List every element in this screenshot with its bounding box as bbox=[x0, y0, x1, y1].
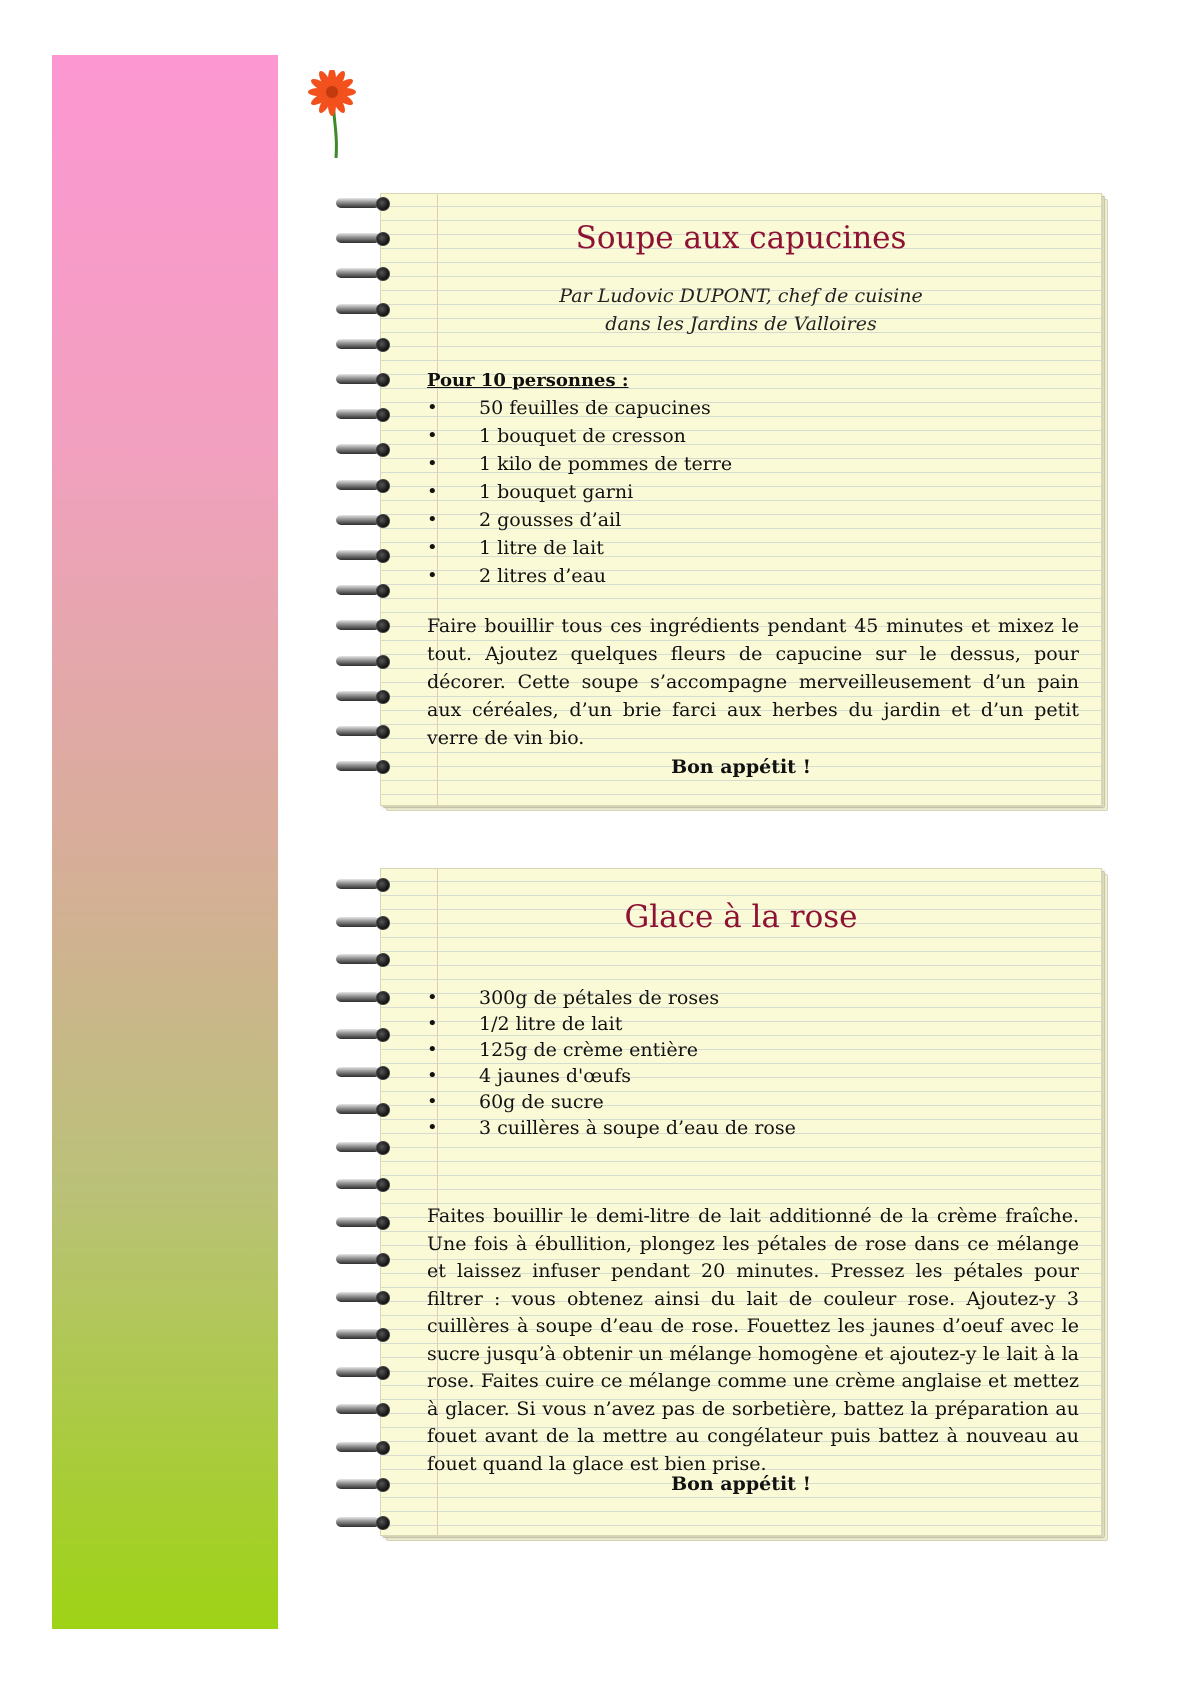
recipe-title: Glace à la rose bbox=[624, 899, 858, 935]
recipe-card-soupe bbox=[380, 193, 1102, 806]
author-line bbox=[381, 282, 1101, 338]
spiral-binding-icon bbox=[336, 654, 392, 668]
spiral-binding-icon bbox=[336, 407, 392, 421]
list-item: • 50 feuilles de capucines bbox=[427, 394, 732, 422]
spiral-binding-icon bbox=[336, 724, 392, 738]
spiral-binding-icon bbox=[336, 337, 392, 351]
spiral-binding-icon bbox=[336, 1215, 392, 1229]
list-item: • 1 litre de lait bbox=[427, 534, 732, 562]
closing-text: Bon appétit ! bbox=[671, 756, 811, 778]
spiral-binding-icon bbox=[336, 1027, 392, 1041]
spiral-binding-icon bbox=[336, 952, 392, 966]
spiral-binding-icon bbox=[336, 990, 392, 1004]
notebook-page bbox=[380, 193, 1102, 806]
spiral-binding-icon bbox=[336, 1290, 392, 1304]
spiral-binding-icon bbox=[336, 1402, 392, 1416]
list-item: • 300g de pétales de roses bbox=[427, 985, 796, 1011]
list-item: • 3 cuillères à soupe d’eau de rose bbox=[427, 1115, 796, 1141]
list-item: • 60g de sucre bbox=[427, 1089, 796, 1115]
flower-icon bbox=[302, 70, 362, 160]
spiral-binding-icon bbox=[336, 1102, 392, 1116]
spiral-binding-icon bbox=[336, 513, 392, 527]
side-gradient-bar bbox=[52, 55, 278, 1629]
spiral-binding-icon bbox=[336, 1515, 392, 1529]
author-line-2: dans les Jardins de Valloires bbox=[605, 313, 877, 335]
ingredient-list bbox=[427, 394, 732, 590]
closing-text: Bon appétit ! bbox=[671, 1473, 811, 1495]
method-text: Faites bouillir le demi-litre de lait additionné de la crème fraîche. Une fois à ébullition, plongez les pétales de rose dans ce mélange et laissez infuser pendant 20 minutes. Pressez les pétales pour filtrer : vous obtenez ainsi du lait de couleur rose. Ajoutez-y 3 cuillères à soupe d’eau de rose. Fouettez les jaunes d’oeuf avec le sucre jusqu’à obtenir un mélange homogène et ajoutez-y le lait à la rose. Faites cuire ce mélange comme une crème anglaise et mettez à glacer. Si vous n’avez pas de sorbetière, battez la préparation au fouet avant de la mettre au congélateur puis battez à nouveau au fouet quand la glace est bien prise. bbox=[427, 1205, 1079, 1475]
list-item: • 2 gousses d’ail bbox=[427, 506, 732, 534]
spiral-binding-icon bbox=[336, 689, 392, 703]
spiral-binding-icon bbox=[336, 583, 392, 597]
spiral-binding-icon bbox=[336, 372, 392, 386]
servings-heading: Pour 10 personnes : bbox=[427, 370, 629, 391]
spiral-binding-icon bbox=[336, 196, 392, 210]
spiral-binding-icon bbox=[336, 442, 392, 456]
spiral-binding-icon bbox=[336, 1327, 392, 1341]
list-item: • 1 bouquet garni bbox=[427, 478, 732, 506]
list-item: • 1/2 litre de lait bbox=[427, 1011, 796, 1037]
spiral-binding-icon bbox=[336, 478, 392, 492]
spiral-binding-icon bbox=[336, 1365, 392, 1379]
spiral-binding-icon bbox=[336, 1140, 392, 1154]
author-line-1: Par Ludovic DUPONT, chef de cuisine bbox=[559, 285, 923, 307]
list-item: • 2 litres d’eau bbox=[427, 562, 732, 590]
spiral-binding-icon bbox=[336, 266, 392, 280]
list-item: • 1 kilo de pommes de terre bbox=[427, 450, 732, 478]
notebook-page bbox=[380, 868, 1102, 1536]
spiral-binding-icon bbox=[336, 1252, 392, 1266]
method-text: Faire bouillir tous ces ingrédients pendant 45 minutes et mixez le tout. Ajoutez quelques fleurs de capucine sur le dessus, pour décorer. Cette soupe s’accompagne merveilleusement d’un pain aux céréales, d’un brie farci aux herbes du jardin et d’un petit verre de vin bio. bbox=[427, 615, 1079, 749]
spiral-binding-icon bbox=[336, 877, 392, 891]
recipe-title: Soupe aux capucines bbox=[575, 220, 907, 256]
spiral-binding-icon bbox=[336, 1065, 392, 1079]
spiral-binding-icon bbox=[336, 1440, 392, 1454]
spiral-binding-icon bbox=[336, 1177, 392, 1191]
list-item: • 125g de crème entière bbox=[427, 1037, 796, 1063]
recipe-card-glace bbox=[380, 868, 1102, 1536]
list-item: • 4 jaunes d'œufs bbox=[427, 1063, 796, 1089]
ingredient-list bbox=[427, 985, 796, 1141]
spiral-binding-icon bbox=[336, 618, 392, 632]
list-item: • 1 bouquet de cresson bbox=[427, 422, 732, 450]
spiral-binding-icon bbox=[336, 548, 392, 562]
